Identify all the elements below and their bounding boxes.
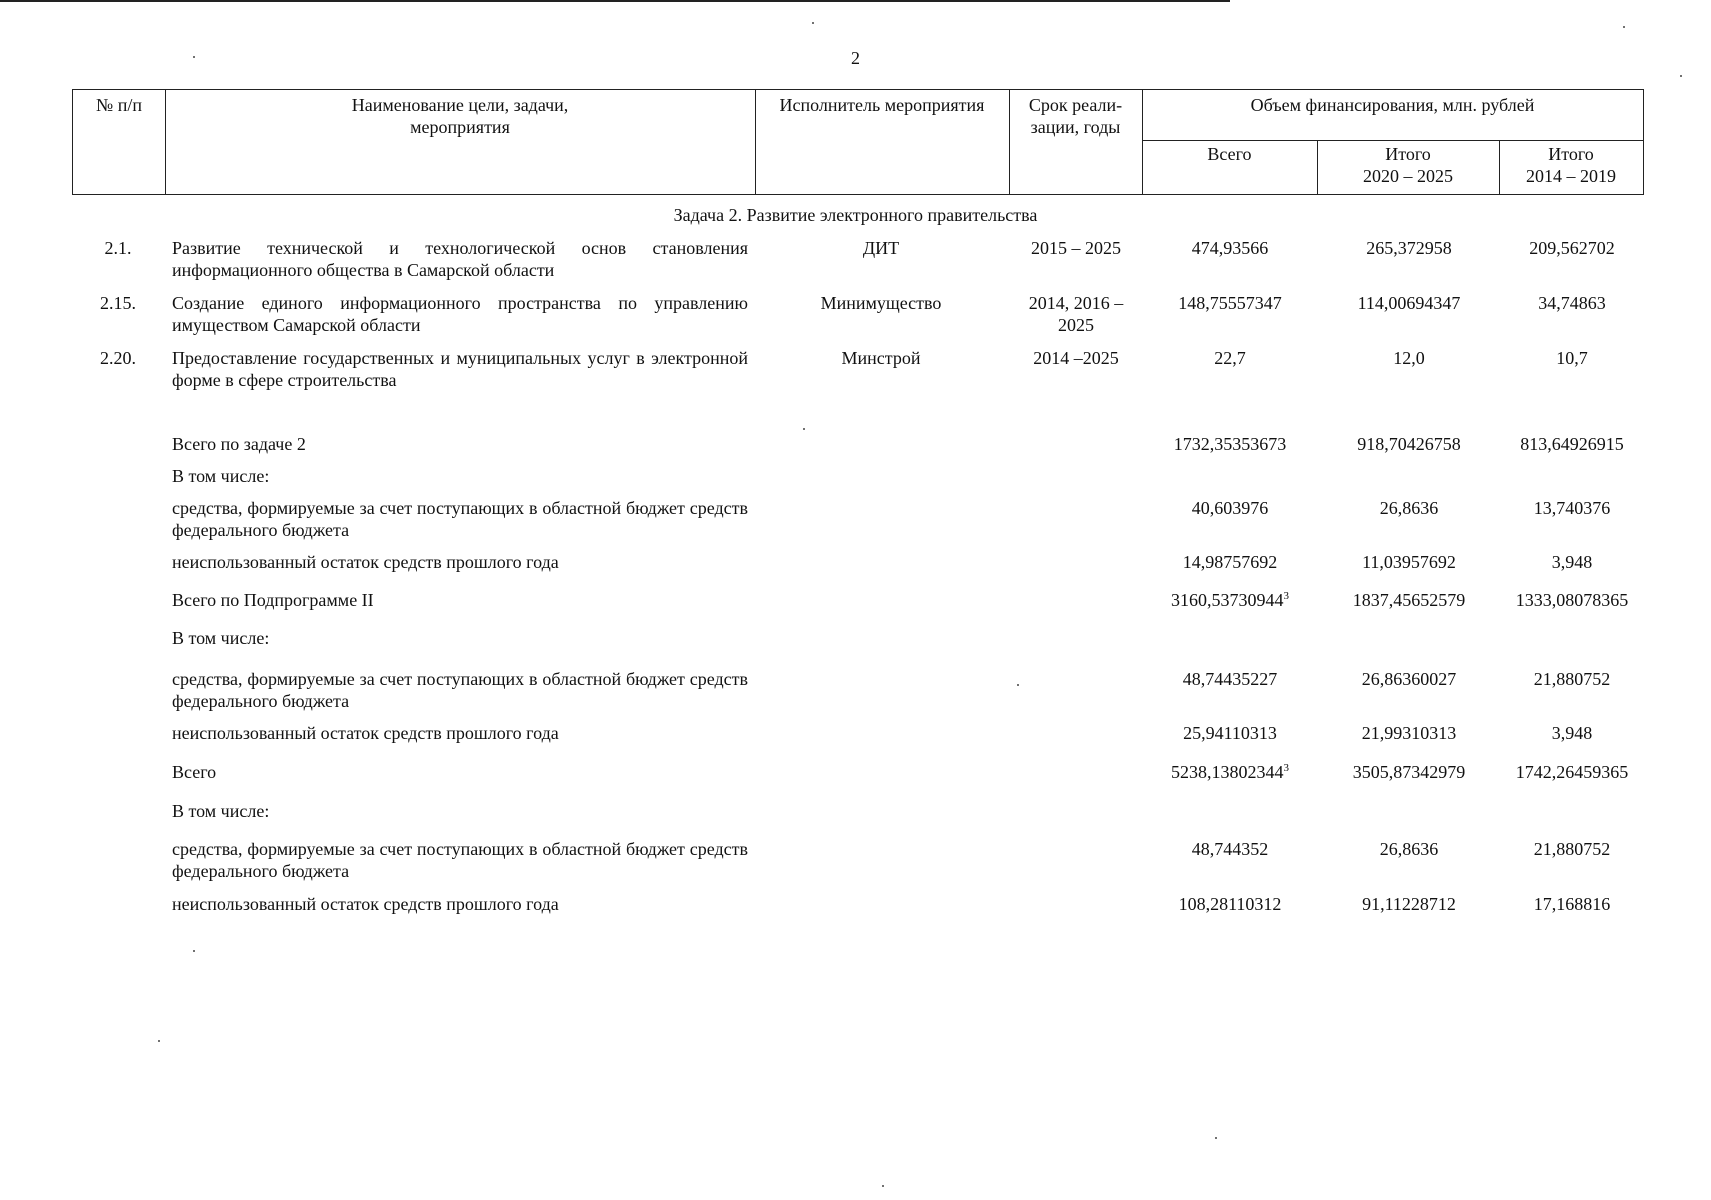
row-total-2020-2025 bbox=[1318, 893, 1500, 915]
row-name bbox=[172, 347, 748, 391]
row-total-2020-2025-text: 26,86360027 bbox=[1361, 669, 1457, 689]
row-name-text: средства, формируемые за счет поступающих в областной бюджет средств федерального бюджета bbox=[172, 498, 748, 540]
row-total-2014-2019-text: 1333,08078365 bbox=[1515, 590, 1629, 610]
row-total-text: 40,603976 bbox=[1191, 498, 1269, 518]
row-executor-text: ДИТ bbox=[862, 238, 900, 258]
row-total-2014-2019-text: 21,880752 bbox=[1533, 839, 1611, 859]
header-num: № п/п bbox=[96, 95, 142, 115]
row-num-text: 2.1. bbox=[104, 238, 132, 258]
row-total-2014-2019 bbox=[1500, 292, 1644, 314]
row-name-text: неиспользованный остаток средств прошлого года bbox=[172, 894, 559, 914]
section-title: Задача 2. Развитие электронного правительства bbox=[673, 205, 1038, 225]
row-total bbox=[1143, 722, 1317, 744]
row-total-2020-2025-text: 26,8636 bbox=[1379, 498, 1439, 518]
row-total-text: 108,28110312 bbox=[1178, 894, 1282, 914]
row-num-text: 2.20. bbox=[100, 348, 136, 368]
row-name-text: Всего bbox=[172, 762, 217, 782]
header-name-line2: мероприятия bbox=[410, 117, 510, 137]
header-2025-line2: 2020 – 2025 bbox=[1363, 166, 1453, 186]
row-total bbox=[1143, 433, 1317, 455]
row-executor-text: Минстрой bbox=[841, 348, 921, 368]
row-total-2014-2019 bbox=[1500, 838, 1644, 860]
row-num bbox=[72, 237, 164, 259]
row-total-2020-2025 bbox=[1318, 838, 1500, 860]
row-total-2020-2025-text: 12,0 bbox=[1393, 348, 1425, 368]
row-total-2014-2019-text: 34,74863 bbox=[1538, 293, 1606, 313]
scan-speck bbox=[193, 56, 195, 58]
scan-speck bbox=[1623, 26, 1625, 28]
row-total bbox=[1143, 838, 1317, 860]
row-name-text: неиспользованный остаток средств прошлого года bbox=[172, 552, 559, 572]
row-total-2020-2025-text: 26,8636 bbox=[1379, 839, 1439, 859]
row-name bbox=[172, 292, 748, 336]
row-num bbox=[72, 292, 164, 314]
row-total-2020-2025-text: 91,11228712 bbox=[1362, 894, 1456, 914]
row-name bbox=[172, 433, 748, 455]
row-total-2014-2019-text: 3,948 bbox=[1551, 723, 1593, 743]
row-total-text: 48,744352 bbox=[1191, 839, 1269, 859]
row-total-2014-2019-text: 209,562702 bbox=[1529, 238, 1615, 258]
header-2025-line1: Итого bbox=[1385, 144, 1431, 164]
row-total bbox=[1143, 589, 1317, 611]
row-name-text: В том числе: bbox=[172, 628, 270, 648]
scan-speck bbox=[193, 950, 195, 952]
header-total-2014-2019 bbox=[1499, 143, 1643, 187]
header-executor: Исполнитель мероприятия bbox=[779, 95, 985, 115]
row-name-text: Всего по Подпрограмме II bbox=[172, 590, 374, 610]
row-total-2020-2025 bbox=[1318, 589, 1500, 611]
table-header bbox=[72, 89, 1644, 195]
row-name bbox=[172, 237, 748, 281]
row-total-2020-2025-text: 3505,87342979 bbox=[1352, 762, 1466, 782]
row-name bbox=[172, 838, 748, 882]
row-total-text: 148,75557347 bbox=[1178, 293, 1282, 313]
row-total-2020-2025 bbox=[1318, 497, 1500, 519]
header-name bbox=[165, 94, 755, 138]
row-total-text: 48,74435227 bbox=[1182, 669, 1278, 689]
row-term bbox=[1012, 347, 1140, 369]
header-term-line1: Срок реали- bbox=[1028, 95, 1123, 115]
scan-speck bbox=[1680, 75, 1682, 77]
row-total-2014-2019 bbox=[1500, 347, 1644, 369]
scan-speck bbox=[803, 428, 805, 430]
row-num bbox=[72, 347, 164, 369]
row-term bbox=[1012, 237, 1140, 259]
header-term bbox=[1009, 94, 1142, 138]
row-total-2020-2025-text: 21,99310313 bbox=[1361, 723, 1457, 743]
row-total-2020-2025-text: 918,70426758 bbox=[1357, 434, 1461, 454]
row-total-text: 3160,53730944 bbox=[1171, 590, 1284, 610]
row-name bbox=[172, 551, 748, 573]
header-divider bbox=[1142, 140, 1643, 141]
row-total-2014-2019 bbox=[1500, 722, 1644, 744]
row-executor-text: Минимущество bbox=[820, 293, 942, 313]
row-total-2020-2025 bbox=[1318, 722, 1500, 744]
row-total bbox=[1143, 497, 1317, 519]
row-name-text: Всего по задаче 2 bbox=[172, 434, 306, 454]
row-total bbox=[1143, 668, 1317, 690]
row-total-2020-2025 bbox=[1318, 237, 1500, 259]
row-name bbox=[172, 761, 748, 783]
row-total-2014-2019-text: 813,64926915 bbox=[1520, 434, 1624, 454]
row-term-text: 2014 –2025 bbox=[1033, 348, 1119, 368]
row-total-2014-2019 bbox=[1500, 589, 1644, 611]
row-total-2014-2019-text: 3,948 bbox=[1551, 552, 1593, 572]
row-term bbox=[1012, 292, 1140, 336]
scan-speck bbox=[158, 1040, 160, 1042]
row-total bbox=[1143, 761, 1317, 783]
row-total-2014-2019-text: 13,740376 bbox=[1533, 498, 1611, 518]
row-name bbox=[172, 722, 748, 744]
row-total-2014-2019-text: 10,7 bbox=[1556, 348, 1588, 368]
row-total-2020-2025 bbox=[1318, 433, 1500, 455]
row-total bbox=[1143, 893, 1317, 915]
row-name-text: Предоставление государственных и муниципальных услуг в электронной форме в сфере строительства bbox=[172, 348, 748, 390]
row-total-2014-2019 bbox=[1500, 893, 1644, 915]
row-total-2020-2025 bbox=[1318, 668, 1500, 690]
scan-speck bbox=[1017, 684, 1019, 686]
row-total-text: 22,7 bbox=[1214, 348, 1246, 368]
row-term-text: 2014, 2016 – 2025 bbox=[1028, 293, 1124, 335]
header-total-2020-2025 bbox=[1317, 143, 1499, 187]
row-total bbox=[1143, 292, 1317, 314]
row-total bbox=[1143, 347, 1317, 369]
header-funding: Объем финансирования, млн. рублей bbox=[1250, 95, 1535, 115]
row-total-2020-2025-text: 114,00694347 bbox=[1357, 293, 1461, 313]
row-total-2014-2019-text: 1742,26459365 bbox=[1515, 762, 1629, 782]
header-2019-line1: Итого bbox=[1548, 144, 1594, 164]
row-name-text: В том числе: bbox=[172, 466, 270, 486]
row-executor bbox=[756, 237, 1006, 259]
row-total-text: 25,94110313 bbox=[1183, 723, 1277, 743]
footnote-marker: 3 bbox=[1283, 590, 1289, 602]
row-total-text: 1732,35353673 bbox=[1173, 434, 1287, 454]
row-name bbox=[172, 893, 748, 915]
page-number: 2 bbox=[851, 48, 860, 68]
row-name-text: Создание единого информационного пространства по управлению имуществом Самарской области bbox=[172, 293, 748, 335]
row-name bbox=[172, 497, 748, 541]
row-total-2014-2019 bbox=[1500, 761, 1644, 783]
footnote-marker: 3 bbox=[1283, 762, 1289, 774]
row-name-text: средства, формируемые за счет поступающих в областной бюджет средств федерального бюджета bbox=[172, 839, 748, 881]
header-2019-line2: 2014 – 2019 bbox=[1526, 166, 1616, 186]
row-name bbox=[172, 465, 748, 487]
row-total bbox=[1143, 237, 1317, 259]
row-total-text: 14,98757692 bbox=[1182, 552, 1278, 572]
row-name bbox=[172, 800, 748, 822]
row-name-text: неиспользованный остаток средств прошлого года bbox=[172, 723, 559, 743]
row-total-2014-2019-text: 17,168816 bbox=[1533, 894, 1611, 914]
row-executor bbox=[756, 292, 1006, 314]
row-total-2020-2025-text: 11,03957692 bbox=[1362, 552, 1456, 572]
row-executor bbox=[756, 347, 1006, 369]
row-name bbox=[172, 589, 748, 611]
header-name-line1: Наименование цели, задачи, bbox=[351, 95, 569, 115]
row-total-2020-2025 bbox=[1318, 761, 1500, 783]
row-name-text: В том числе: bbox=[172, 801, 270, 821]
row-total-text: 474,93566 bbox=[1191, 238, 1269, 258]
row-total-2020-2025-text: 1837,45652579 bbox=[1352, 590, 1466, 610]
row-total-2014-2019 bbox=[1500, 433, 1644, 455]
row-total bbox=[1143, 551, 1317, 573]
row-total-2020-2025 bbox=[1318, 551, 1500, 573]
top-border-line bbox=[0, 0, 1230, 2]
row-num-text: 2.15. bbox=[100, 293, 136, 313]
header-term-line2: зации, годы bbox=[1030, 117, 1121, 137]
row-name bbox=[172, 627, 748, 649]
header-total: Всего bbox=[1207, 144, 1252, 164]
scan-speck bbox=[1215, 1137, 1217, 1139]
scan-speck bbox=[882, 1185, 884, 1187]
row-term-text: 2015 – 2025 bbox=[1031, 238, 1121, 258]
row-total-2014-2019 bbox=[1500, 668, 1644, 690]
row-total-2014-2019 bbox=[1500, 497, 1644, 519]
row-name-text: Развитие технической и технологической основ становления информационного общества в Самарской области bbox=[172, 238, 748, 280]
scan-speck bbox=[812, 22, 814, 24]
row-total-2020-2025-text: 265,372958 bbox=[1366, 238, 1452, 258]
row-name-text: средства, формируемые за счет поступающих в областной бюджет средств федерального бюджета bbox=[172, 669, 748, 711]
row-total-2014-2019 bbox=[1500, 237, 1644, 259]
row-name bbox=[172, 668, 748, 712]
row-total-2014-2019-text: 21,880752 bbox=[1533, 669, 1611, 689]
row-total-2020-2025 bbox=[1318, 347, 1500, 369]
row-total-2014-2019 bbox=[1500, 551, 1644, 573]
row-total-text: 5238,13802344 bbox=[1171, 762, 1284, 782]
row-total-2020-2025 bbox=[1318, 292, 1500, 314]
